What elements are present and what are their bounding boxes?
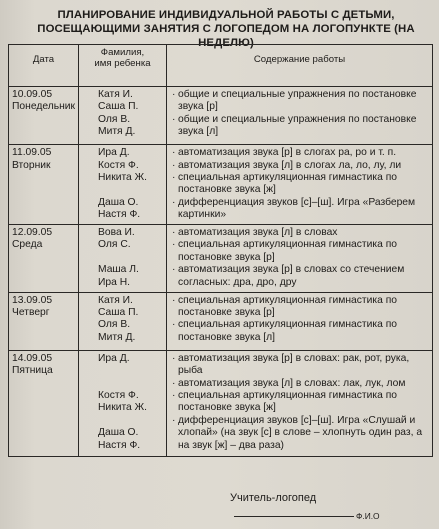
header-name-line2: имя ребенка <box>94 58 151 69</box>
header-content: Содержание работы <box>167 45 433 87</box>
child-name: Митя Д. <box>98 126 136 138</box>
work-item: · автоматизация звука [р] в словах со стечением согласных: дра, дро, дру <box>172 264 405 288</box>
work-item: · общие и специальные упражнения по постановке звука [л] <box>172 113 417 138</box>
header-name <box>79 45 167 87</box>
weekday: Вторник <box>12 159 51 171</box>
child-name: Саша П. <box>98 101 139 113</box>
table-row-monday <box>9 87 433 139</box>
schedule-table <box>8 44 433 457</box>
weekday: Пятница <box>12 365 53 377</box>
date: 13.09.05 <box>12 294 53 306</box>
child-name: Оля В. <box>98 113 131 125</box>
work-cell <box>167 225 433 290</box>
date-cell <box>9 292 79 344</box>
signature-caption: Ф.И.О <box>356 511 380 521</box>
title-line-1: ПЛАНИРОВАНИЕ ИНДИВИДУАЛЬНОЙ РАБОТЫ С ДЕТЬМИ, <box>57 9 395 21</box>
header-date: Дата <box>9 45 79 87</box>
date: 14.09.05 <box>12 352 53 364</box>
date-cell <box>9 87 79 139</box>
work-item: · специальная артикуляционная гимнастика по постановке звука [р] <box>172 294 398 318</box>
names-cell <box>79 145 167 222</box>
child-name: Даша О. <box>98 427 139 439</box>
child-name <box>82 252 163 264</box>
child-name: Митя Д. <box>98 331 136 343</box>
child-name: Маша Л. <box>98 264 139 276</box>
date-cell <box>9 225 79 290</box>
work-item: · автоматизация звука [л] в словах: лак, лук, лом <box>172 377 406 389</box>
child-name: Катя И. <box>98 89 133 100</box>
child-name: Оля С. <box>98 239 131 251</box>
names-cell <box>79 350 167 456</box>
child-name: Ира Д. <box>98 352 130 364</box>
names-cell <box>79 225 167 290</box>
child-name: Настя Ф. <box>98 209 141 221</box>
work-cell <box>167 87 433 139</box>
weekday: Среда <box>12 239 43 251</box>
signature-underline <box>234 504 354 517</box>
work-item: · дифференциация звуков [с]–[ш]. Игра «Слушай и хлопай» (на звук [с] в слове – хлопнуть один раз, а на звук [ж] – два раза) <box>172 414 423 451</box>
work-item: · автоматизация звука [р] в слогах ра, ро и т. п. <box>172 147 397 159</box>
table-row-thursday <box>9 292 433 344</box>
signature-label: Учитель-логопед <box>230 492 317 504</box>
child-name <box>82 184 163 196</box>
date: 10.09.05 <box>12 89 53 100</box>
child-name <box>82 365 163 390</box>
date: 12.09.05 <box>12 227 53 239</box>
names-cell <box>79 87 167 139</box>
names-cell <box>79 292 167 344</box>
work-item: · специальная артикуляционная гимнастика по постановке звука [р] <box>172 239 398 263</box>
date-cell <box>9 145 79 222</box>
child-name <box>82 415 163 427</box>
child-name: Ира Н. <box>98 276 131 288</box>
work-cell <box>167 292 433 344</box>
work-item: · автоматизация звука [л] в словах <box>172 227 338 239</box>
title-line-2: ПОСЕЩАЮЩИМИ ЗАНЯТИЯ С ЛОГОПЕДОМ НА ЛОГОПУНКТЕ (НА НЕДЕЛЮ) <box>37 23 415 49</box>
date: 11.09.05 <box>12 147 52 159</box>
work-cell <box>167 350 433 456</box>
child-name: Вова И. <box>98 227 135 239</box>
work-item: · специальная артикуляционная гимнастика по постановке звука [ж] <box>172 389 398 414</box>
weekday: Четверг <box>12 307 50 318</box>
work-item: · автоматизация звука [р] в словах: рак, рот, рука, рыба <box>172 352 410 377</box>
work-item: · общие и специальные упражнения по постановке звука [р] <box>172 89 417 113</box>
child-name: Никита Ж. <box>98 171 148 183</box>
table-row-wednesday <box>9 225 433 290</box>
table-row-tuesday <box>9 145 433 222</box>
signature-line <box>230 492 439 517</box>
table-header-row <box>9 45 433 87</box>
weekday: Понедельник <box>12 101 76 113</box>
child-name: Костя Ф. <box>98 159 139 171</box>
work-item: · дифференциация звуков [с]–[ш]. Игра «Разберем картинки» <box>172 196 416 221</box>
child-name: Даша О. <box>98 196 139 208</box>
header-name-line1: Фамилия, <box>100 47 145 58</box>
table-row-friday <box>9 350 433 456</box>
child-name: Костя Ф. <box>98 389 139 401</box>
work-cell <box>167 145 433 222</box>
work-item: · специальная артикуляционная гимнастика по постановке звука [ж] <box>172 171 398 196</box>
child-name: Катя И. <box>98 294 133 306</box>
child-name: Оля В. <box>98 319 131 331</box>
child-name: Настя Ф. <box>98 439 141 451</box>
child-name: Саша П. <box>98 307 139 318</box>
work-item: · специальная артикуляционная гимнастика по постановке звука [л] <box>172 319 398 343</box>
child-name: Ира Д. <box>98 147 130 159</box>
date-cell <box>9 350 79 456</box>
child-name: Никита Ж. <box>98 402 148 414</box>
work-item: · автоматизация звука [л] в слогах ла, ло, лу, ли <box>172 159 402 171</box>
